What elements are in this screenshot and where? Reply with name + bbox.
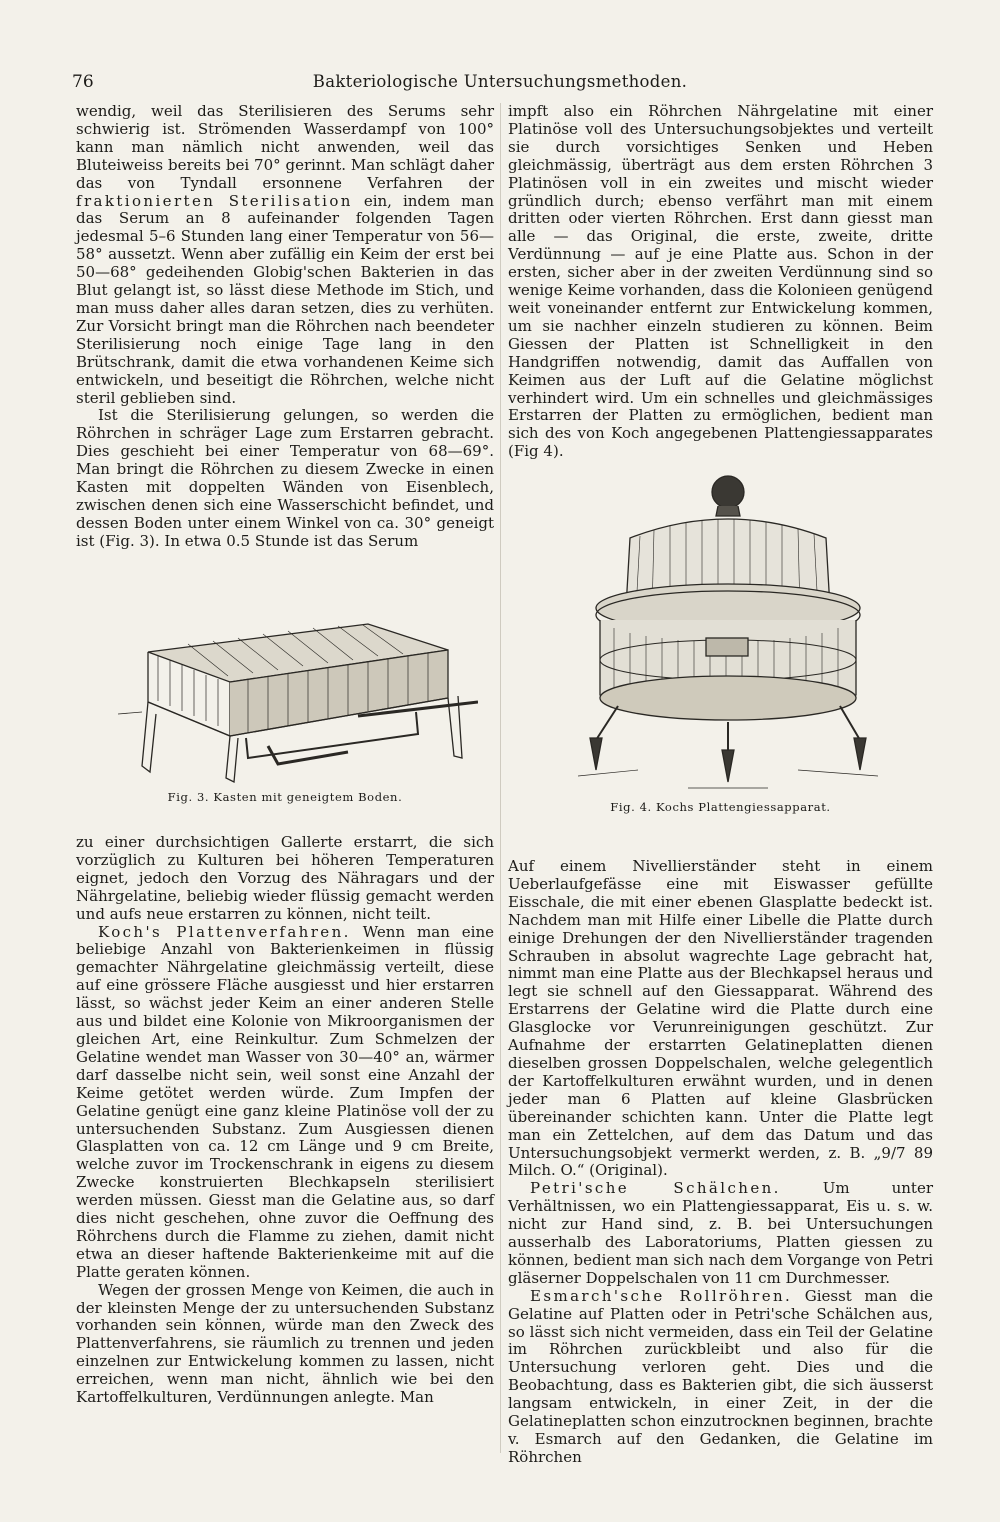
text-run: Auf einem Nivellierständer steht in einem Ueberlaufgefässe eine mit Eiswasser gefüllte Eisschale, die mit einer ebenen Glasplatte bedeckt ist. Nachdem man mit Hilfe einer Libelle die Platte durch einige Drehungen der den Nivellierständer tragenden Schrauben in absolut wagrechte Lage gebracht hat, nimmt man eine Platte aus der Blechkapsel heraus und legt sie schnell auf den Giessapparat. Während des Erstarrens der Gelatine wird die Platte durch eine Glasglocke vor Verunreinigungen geschützt. Zur Aufnahme der erstarrten Gelatineplatten dienen dieselben grossen Doppelschalen, welche gelegentlich der Kartoffelkulturen erwähnt wurden, und in denen jeder man 6 Platten auf kleine Glasbrücken übereinander schichten kann. Unter die Platte legt man ein Zettelchen, auf dem das Datum und das Untersuchungsobjekt vermerkt werden, z. B. „9/7 89 Milch. O.“ (Original).	[508, 857, 933, 1180]
figure-4-illustration	[578, 470, 878, 795]
text-run: Giesst man die Gelatine auf Platten oder in Petri'sche Schälchen aus, so lässt sich nicht vermeiden, dass ein Teil der Gelatine im Röhrchen zurückbleibt und also für die Untersuchung verloren geht. Dies und die Beobachtung, dass es Bakterien gibt, die sich äusserst langsam entwickeln, in einer Zeit, in der die Gelatineplatten schon einzutrocknen beginnen, brachte v. Esmarch auf den Gedanken, die Gelatine im Röhrchen	[508, 1286, 933, 1466]
page-number: 76	[72, 72, 94, 92]
figure-4-caption: Fig. 4. Kochs Plattengiessapparat.	[610, 800, 831, 814]
paragraph	[76, 924, 494, 1282]
paragraph	[76, 1282, 494, 1407]
paragraph	[76, 103, 494, 407]
paragraph	[508, 1180, 933, 1287]
text-run: Ist die Sterilisierung gelungen, so werden die Röhrchen in schräger Lage zum Erstarren gebracht. Dies geschieht bei einer Temperatur von 68—69°. Man bringt die Röhrchen zu diesem Zwecke in einen Kasten mit doppelten Wänden von Eisenblech, zwischen denen sich eine Wasserschicht befindet, und dessen Boden unter einem Winkel von ca. 30° geneigt ist (Fig. 3). In etwa 0.5 Stunde ist das Serum	[76, 406, 494, 550]
right-column-top	[508, 103, 933, 461]
spaced-heading: Koch's Plattenverfahren.	[98, 922, 351, 941]
paragraph	[508, 858, 933, 1180]
paragraph	[76, 834, 494, 924]
text-run: wendig, weil das Sterilisieren des Serums sehr schwierig ist. Strömenden Wasserdampf von 100° kann man nämlich nicht anwenden, weil das Bluteiweiss bereits bei 70° gerinnt. Man schlägt daher das von Tyndall ersonnene Verfahren der	[76, 102, 494, 192]
left-column-bottom	[76, 834, 494, 1407]
spaced-heading: fraktionierten Sterilisation	[76, 191, 353, 210]
column-divider	[500, 103, 501, 1453]
right-column-bottom	[508, 858, 933, 1467]
paragraph	[76, 407, 494, 550]
figure-3-caption: Fig. 3. Kasten mit geneigtem Boden.	[167, 790, 403, 804]
text-run: ein, indem man das Serum an 8 aufeinander folgenden Tagen jedesmal 5–6 Stunden lang einer Temperatur von 56—58° aussetzt. Wenn aber zufällig ein Keim der erst bei 50—68° gedeihenden Globig'schen Bakterien in das Blut gelangt ist, so lässt diese Methode im Stich, und man muss daher alles daran setzen, dies zu verhüten. Zur Vorsicht bringt man die Röhrchen nach beendeter Sterilisierung noch einige Tage lang in den Brütschrank, damit die etwa vorhandenen Keime sich entwickeln, und beseitigt die Röhrchen, welche nicht steril geblieben sind.	[76, 191, 494, 407]
text-run: Um unter Verhältnissen, wo ein Plattengiessapparat, Eis u. s. w. nicht zur Hand sind, z. B. bei Untersuchungen ausserhalb des Laboratoriums, Platten giessen zu können, bedient man sich nach dem Vorgange von Petri gläserner Doppelschalen von 11 cm Durchmesser.	[508, 1179, 933, 1287]
text-run: zu einer durchsichtigen Gallerte erstarrt, die sich vorzüglich zu Kulturen bei höheren Temperaturen eignet, jedoch den Vorzug des Nähragars und der Nährgelatine, beliebig wieder flüssig gemacht werden und aufs neue erstarren zu können, nicht teilt.	[76, 833, 494, 923]
spaced-heading: Petri'sche Schälchen.	[530, 1179, 781, 1198]
figure-3-illustration	[118, 606, 478, 786]
running-head: Bakteriologische Untersuchungsmethoden.	[312, 72, 688, 91]
paragraph	[508, 103, 933, 461]
text-run: Wenn man eine beliebige Anzahl von Bakterienkeimen in flüssig gemachter Nährgelatine gleichmässig verteilt, diese auf eine grössere Fläche ausgiesst und hier erstarren lässt, so wächst jeder Keim an einer anderen Stelle aus und bildet eine Kolonie von Mikroorganismen der gleichen Art, eine Reinkultur. Zum Schmelzen der Gelatine wendet man Wasser von 30—40° an, wärmer darf dasselbe nicht sein, weil sonst eine Anzahl der Keime getötet werden würde. Zum Impfen der Gelatine genügt eine ganz kleine Platinöse voll der zu untersuchenden Substanz. Zum Ausgiessen dienen Glasplatten von ca. 12 cm Länge und 9 cm Breite, welche zuvor im Trockenschrank in eigens zu diesem Zwecke konstruierten Blechkapseln sterilisiert werden müssen. Giesst man die Gelatine aus, so darf dies nicht geschehen, ohne zuvor die Oeffnung des Röhrchens durch die Flamme zu ziehen, damit nicht etwa an dieser haftende Bakterienkeime mit auf die Platte geraten können.	[76, 922, 494, 1281]
spaced-heading: Esmarch'sche Rollröhren.	[530, 1286, 793, 1305]
left-column-top	[76, 103, 494, 551]
paragraph	[508, 1288, 933, 1467]
text-run: impft also ein Röhrchen Nährgelatine mit einer Platinöse voll des Untersuchungsobjektes und verteilt sie durch vorsichtiges Senken und Heben gleichmässig, überträgt aus dem ersten Röhrchen 3 Platinösen voll in ein zweites und mischt wieder gründlich durch; ebenso verfährt man mit einem dritten oder vierten Röhrchen. Erst dann giesst man alle — das Original, die erste, zweite, dritte Verdünnung — auf je eine Platte aus. Schon in der ersten, sicher aber in der zweiten Verdünnung sind so wenige Keime vorhanden, dass die Kolonieen genügend weit voneinander entfernt zur Entwickelung kommen, um sie nachher einzeln studieren zu können. Beim Giessen der Platten ist Schnelligkeit in den Handgriffen notwendig, damit das Auffallen von Keimen aus der Luft auf die Gelatine möglichst verhindert wird. Um ein schnelles und gleichmässiges Erstarren der Platten zu ermöglichen, bedient man sich des von Koch angegebenen Plattengiessapparates (Fig 4).	[508, 102, 933, 461]
text-run: Wegen der grossen Menge von Keimen, die auch in der kleinsten Menge der zu untersuchenden Substanz vorhanden sein können, würde man den Zweck des Plattenverfahrens, sie räumlich zu trennen und jeden einzelnen zur Entwickelung kommen zu lassen, nicht erreichen, wenn man nicht, ähnlich wie bei den Kartoffelkulturen, Verdünnungen anlegte. Man	[76, 1280, 494, 1407]
